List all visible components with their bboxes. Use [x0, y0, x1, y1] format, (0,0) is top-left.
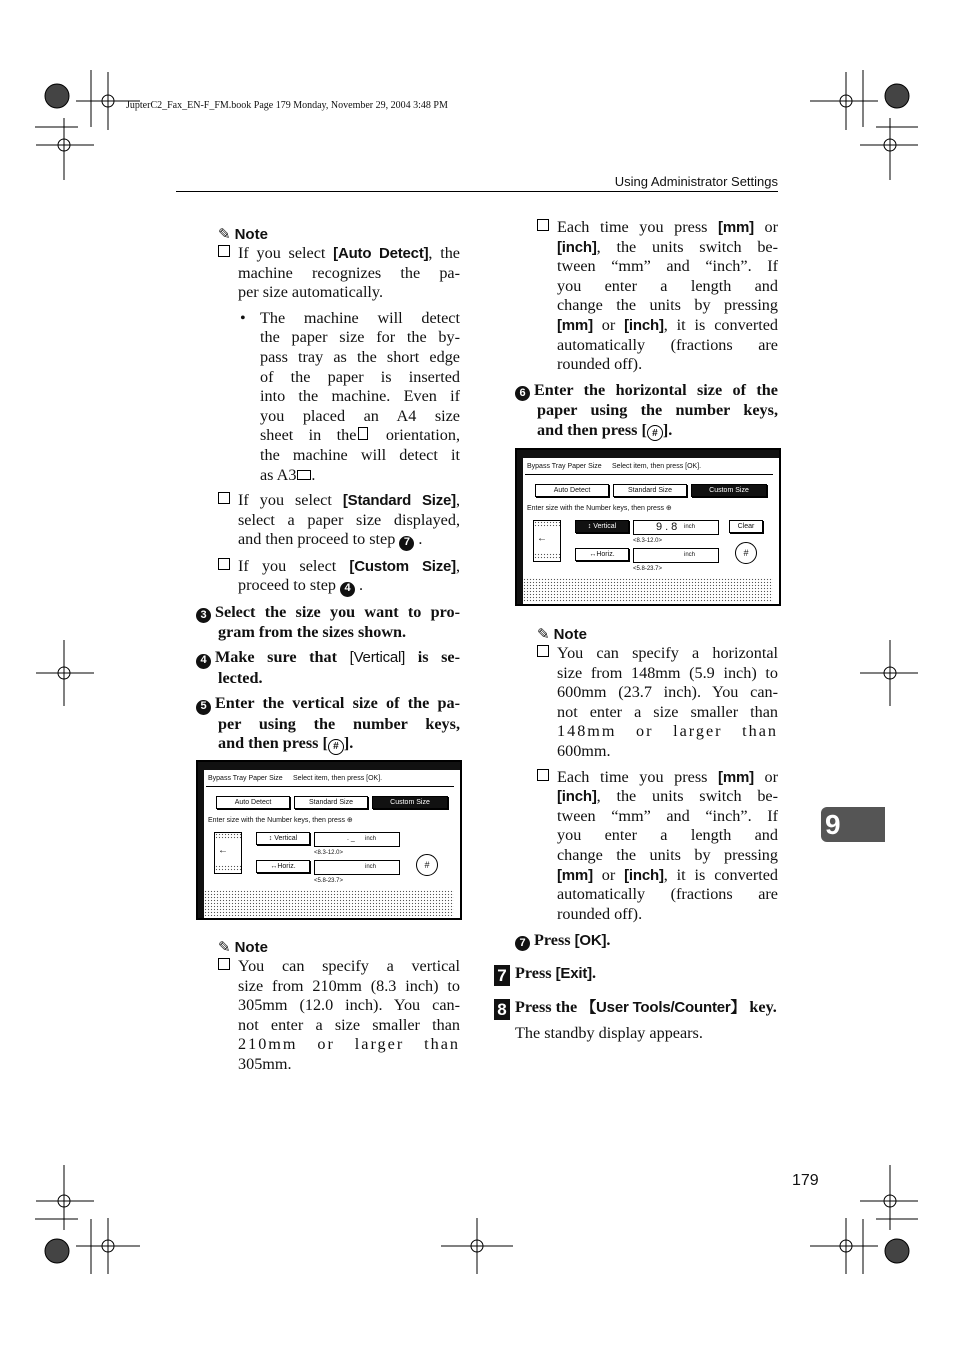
clear-button[interactable]: Clear	[729, 520, 763, 533]
screen-vertical-size	[196, 760, 462, 920]
file-info: JupterC2_Fax_EN-F_FM.book Page 179 Monday, November 29, 2004 3:48 PM	[126, 100, 448, 111]
pencil-icon: ✎	[218, 939, 231, 956]
right-column	[515, 218, 778, 441]
step-8: 8 Press the 【User Tools/Counter】 key.	[494, 998, 777, 1020]
auto-detect-button[interactable]: Auto Detect	[535, 484, 609, 497]
step-8-result: The standby display appears.	[515, 1024, 703, 1042]
screen-subtitle: Select item, then press [OK].	[612, 463, 702, 470]
checkbox-icon	[218, 958, 230, 970]
note-horizontal-range: ✎ Note You can specify a horizontal size from 148mm (5.9 inch) to 600mm (23.7 inch). You can- not enter a size smaller than 148mm or larger than 600mm. Each time you press [mm] or [inch], the units switch be- tween “mm” and “inch”. If you enter a length and change the units by pressing [mm] or [inch], it is converted automatically (fractions are rounded off).	[537, 625, 779, 923]
checkbox-icon	[218, 245, 230, 257]
enter-key-icon[interactable]: #	[416, 854, 438, 876]
paper-diagram	[214, 832, 242, 874]
portrait-paper-icon	[358, 427, 368, 440]
note-vertical-range: ✎ Note You can specify a vertical size from 210mm (8.3 inch) to 305mm (12.0 inch). You can- not enter a size smaller than 210mm or larger than 305mm.	[218, 938, 460, 1073]
checkbox-icon	[218, 558, 230, 570]
vertical-range: <8.3-12.0>	[633, 538, 663, 544]
custom-size-button[interactable]: Custom Size	[691, 484, 767, 497]
page-number: 179	[792, 1172, 819, 1189]
enter-key-icon: #	[647, 425, 663, 441]
header-rule	[176, 191, 778, 192]
left-column	[196, 224, 460, 755]
paper-diagram	[533, 520, 561, 562]
screen-title: Bypass Tray Paper Size	[527, 463, 602, 470]
vertical-input[interactable]: . _ inch	[314, 832, 400, 847]
screen-subtitle: Select item, then press [OK].	[293, 775, 383, 782]
standard-size-button[interactable]: Standard Size	[294, 796, 368, 809]
enter-key-icon: #	[328, 739, 344, 755]
note-item: Each time you press [mm] or [inch], the units switch be- tween “mm” and “inch”. If you enter a length and change the units by pressing [mm] or [inch], it is converted automatically (fractions are rounded off).	[537, 768, 778, 925]
landscape-paper-icon	[297, 470, 311, 480]
pencil-icon: ✎	[537, 626, 550, 643]
arrow-left-icon: ←	[218, 845, 228, 856]
arrow-left-icon: ←	[537, 533, 547, 544]
checkbox-icon	[537, 645, 549, 657]
standard-size-button[interactable]: Standard Size	[613, 484, 687, 497]
checkbox-icon	[218, 492, 230, 504]
horizontal-button[interactable]: ↔Horiz.	[256, 860, 310, 873]
vertical-input[interactable]: 9.8 inch	[633, 520, 719, 535]
horizontal-range: <5.8-23.7>	[314, 878, 344, 884]
note-item: If you select [Standard Size], select a paper size displayed, and then proceed to step 7 .	[218, 491, 460, 550]
note-item: If you select [Auto Detect], the machine recognizes the pa- per size automatically.	[218, 244, 460, 303]
checkbox-icon	[537, 219, 549, 231]
section-title: Using Administrator Settings	[614, 174, 778, 189]
checkbox-icon	[537, 769, 549, 781]
note-heading: ✎ Note	[218, 225, 268, 243]
horizontal-input[interactable]: inch	[314, 860, 400, 875]
note-item: Each time you press [mm] or [inch], the units switch be- tween “mm” and “inch”. If you enter a length and change the units by pressing [mm] or [inch], it is converted automatically (fractions are rounded off).	[537, 218, 778, 375]
screen-prompt: Enter size with the Number keys, then press ⊕	[208, 817, 353, 824]
vertical-button[interactable]: ↕ Vertical	[575, 520, 629, 533]
step-5: 5 Enter the vertical size of the pa- per using the number keys, and then press [ # ].	[196, 694, 460, 755]
note-bullet: • The machine will detect the paper size for the by- pass tray as the short edge of the paper is inserted into the machine. Even if you placed an A4 size sheet in the orientation, the machine will detect it as A3 .	[240, 308, 460, 484]
screen-title: Bypass Tray Paper Size	[208, 775, 283, 782]
step-3: 3 Select the size you want to pro- gram from the sizes shown.	[196, 603, 460, 643]
vertical-range: <8.3-12.0>	[314, 850, 344, 856]
step-4: 4 Make sure that [Vertical] is se- lected.	[196, 648, 460, 688]
step-6: 6 Enter the horizontal size of the paper using the number keys, and then press [ # ].	[515, 381, 778, 442]
note-heading: ✎ Note	[537, 625, 587, 643]
note-item: If you select [Custom Size], proceed to step 4 .	[218, 557, 460, 597]
pencil-icon: ✎	[218, 226, 231, 243]
chapter-tab: 9	[821, 807, 885, 842]
auto-detect-button[interactable]: Auto Detect	[216, 796, 290, 809]
note-heading: ✎ Note	[218, 938, 268, 956]
horizontal-range: <5.8-23.7>	[633, 566, 663, 572]
step-7-sub: 7 Press [OK].	[515, 931, 610, 951]
step-7: 7 Press [Exit].	[494, 964, 596, 986]
enter-key-icon[interactable]: #	[735, 542, 757, 564]
screen-horizontal-size	[515, 448, 781, 606]
horizontal-input[interactable]: inch	[633, 548, 719, 563]
custom-size-button[interactable]: Custom Size	[372, 796, 448, 809]
horizontal-button[interactable]: ↔Horiz.	[575, 548, 629, 561]
screen-prompt: Enter size with the Number keys, then press ⊕	[527, 505, 672, 512]
vertical-button[interactable]: ↕ Vertical	[256, 832, 310, 845]
